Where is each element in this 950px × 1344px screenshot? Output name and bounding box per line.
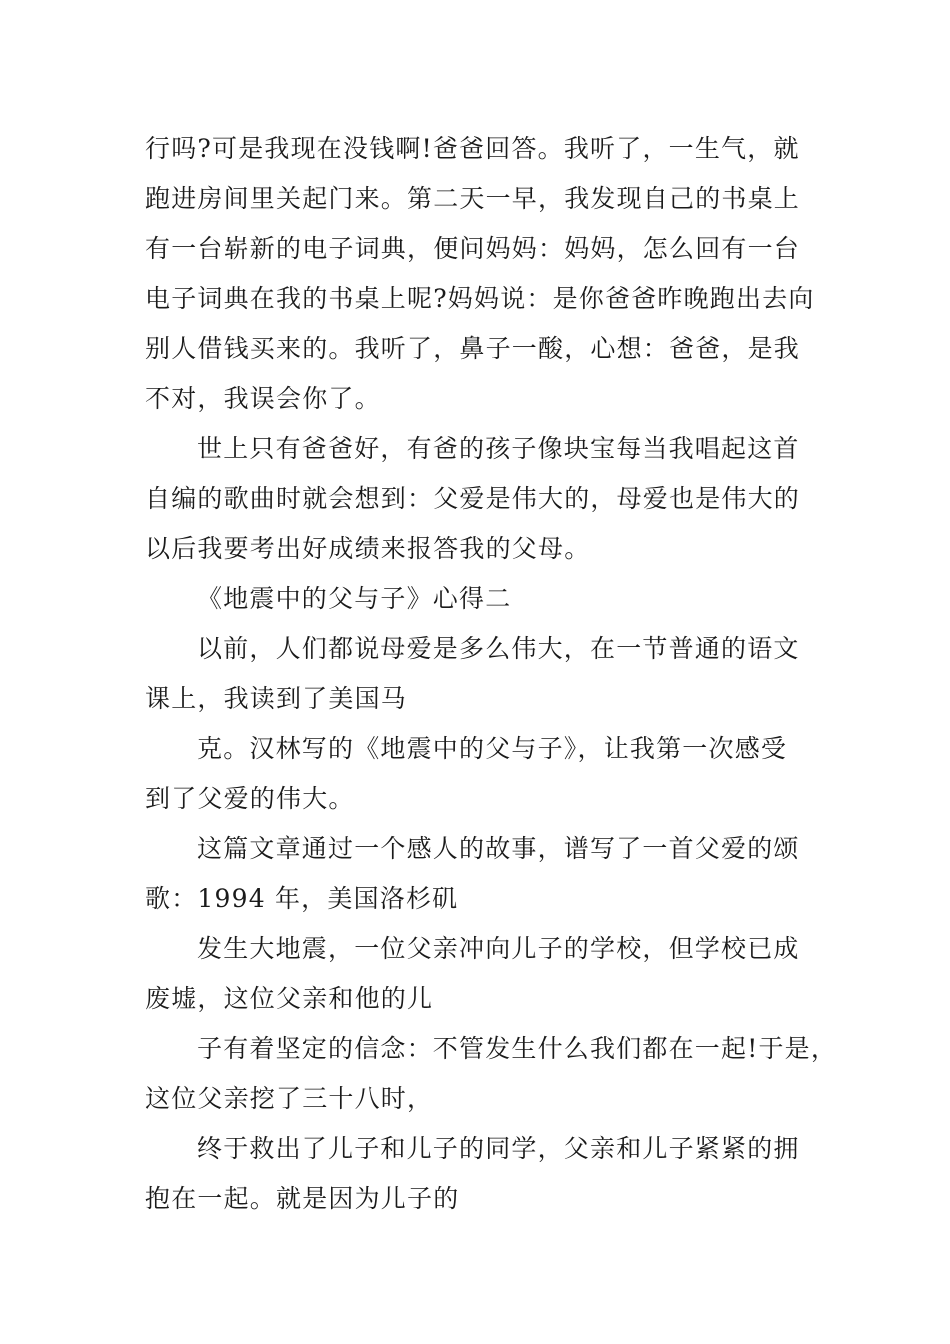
text-line: 终于救出了儿子和儿子的同学，父亲和儿子紧紧的拥 bbox=[197, 1134, 800, 1163]
text-line: 课上，我读到了美国马 bbox=[145, 684, 408, 713]
section-heading bbox=[145, 574, 815, 624]
text-line: 以后我要考出好成绩来报答我的父母。 bbox=[145, 534, 591, 563]
paragraph-6 bbox=[145, 824, 815, 924]
text-line: 这篇文章通过一个感人的故事，谱写了一首父爱的颂 bbox=[197, 834, 800, 863]
paragraph-7 bbox=[145, 924, 815, 1024]
text-line: 发生大地震，一位父亲冲向儿子的学校，但学校已成 bbox=[197, 934, 800, 963]
text-line: 不对，我误会你了。 bbox=[145, 384, 381, 413]
paragraph-1 bbox=[145, 124, 815, 424]
text-line: 克。汉林写的《地震中的父与子》，让我第一次感受 bbox=[197, 734, 788, 763]
text-line: 这位父亲挖了三十八时， bbox=[145, 1084, 434, 1113]
text-line: 废墟，这位父亲和他的儿 bbox=[145, 984, 434, 1013]
text-line: 歌：1994 年，美国洛杉矶 bbox=[145, 884, 459, 913]
paragraph-4 bbox=[145, 624, 815, 724]
text-line: 跑进房间里关起门来。第二天一早，我发现自己的书桌上 bbox=[145, 184, 801, 213]
heading-line: 《地震中的父与子》心得二 bbox=[197, 584, 512, 613]
text-line: 行吗?可是我现在没钱啊!爸爸回答。我听了，一生气，就 bbox=[145, 134, 800, 163]
paragraph-5 bbox=[145, 724, 815, 824]
text-line: 电子词典在我的书桌上呢?妈妈说：是你爸爸昨晚跑出去向 bbox=[145, 284, 815, 313]
text-line: 有一台崭新的电子词典，便问妈妈：妈妈，怎么回有一台 bbox=[145, 234, 801, 263]
text-line: 抱在一起。就是因为儿子的 bbox=[145, 1184, 460, 1213]
text-line: 以前，人们都说母爱是多么伟大，在一节普通的语文 bbox=[197, 634, 800, 663]
paragraph-8 bbox=[145, 1024, 838, 1124]
text-line: 别人借钱买来的。我听了，鼻子一酸，心想：爸爸，是我 bbox=[145, 334, 801, 363]
text-line: 子有着坚定的信念：不管发生什么我们都在一起!于是， bbox=[197, 1034, 838, 1063]
text-line: 自编的歌曲时就会想到：父爱是伟大的，母爱也是伟大的 bbox=[145, 484, 801, 513]
text-line: 世上只有爸爸好，有爸的孩子像块宝每当我唱起这首 bbox=[197, 434, 800, 463]
body-text bbox=[145, 124, 838, 1224]
text-line: 到了父爱的伟大。 bbox=[145, 784, 355, 813]
paragraph-2 bbox=[145, 424, 815, 574]
paragraph-9 bbox=[145, 1124, 815, 1224]
